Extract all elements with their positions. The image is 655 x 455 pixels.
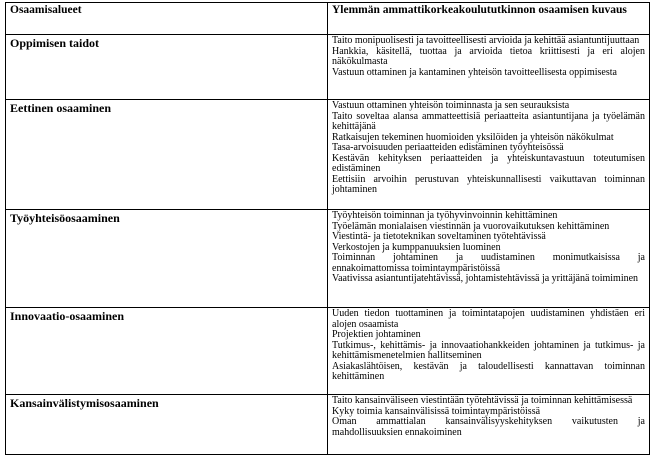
table-row — [6, 210, 650, 308]
description-cell — [328, 395, 650, 455]
table-row — [6, 35, 650, 100]
table-row — [6, 308, 650, 395]
competence-area-cell: Eettinen osaaminen — [6, 100, 328, 210]
description-item: Työelämän monialaisen viestinnän ja vuorovaikutuksen kehittäminen — [332, 220, 610, 232]
description-item: Kyky toimia kansainvälisissä toimintaympäristöissä — [332, 405, 541, 417]
description-item: Eettisiin arvoihin perustuvan yhteiskunnallisesti vaikuttavan toiminnan johtaminen — [332, 173, 645, 195]
table-row — [6, 100, 650, 210]
description-item: Ratkaisujen tekeminen huomioiden yksilöiden ja yhteisön näkökulmat — [332, 131, 614, 143]
description-item: Tasa-arvoisuuden periaatteiden edistäminen työyhteisössä — [332, 142, 564, 153]
description-item: Taito soveltaa alansa ammatteettisiä periaatteita asiantuntijana ja työelämän kehittäjänä — [332, 110, 645, 132]
description-item: Työyhteisön toiminnan ja työhyvinvoinnin kehittäminen — [332, 210, 558, 221]
description-cell — [328, 100, 650, 210]
description-cell — [328, 308, 650, 395]
description-item: Tutkimus-, kehittämis- ja innovaatiohankkeiden johtaminen ja tutkimus- ja kehittämismenetelmien hallitseminen — [332, 339, 645, 361]
description-item: Projektien johtaminen — [332, 329, 421, 340]
description-item: Taito kansainväliseen viestintään työtehtävissä ja toiminnan kehittämisessä — [332, 395, 633, 406]
description-item: Verkostojen ja kumppanuuksien luominen — [332, 241, 501, 253]
description-item: Hankkia, käsitellä, tuottaa ja arvioida tietoa kriittisesti ja eri alojen näkökulmasta — [332, 45, 645, 67]
description-item: Vaativissa asiantuntijatehtävissä, johtamistehtävissä ja yrittäjänä toimiminen — [332, 273, 639, 284]
description-item: Toiminnan johtaminen ja uudistaminen monimutkaisissa ja ennakoimattomissa toimintaympäristöissä — [332, 252, 645, 274]
description-cell — [328, 35, 650, 100]
column-header-areas: Osaamisalueet — [6, 3, 328, 35]
description-item: Kestävän kehityksen periaatteiden ja yhteiskuntavastuun toteutumisen edistäminen — [332, 152, 645, 174]
competence-area-cell: Kansainvälistymisosaaminen — [6, 395, 328, 455]
table-header-row — [6, 3, 650, 35]
competence-table — [5, 2, 650, 455]
description-item: Vastuun ottaminen ja kantaminen yhteisön tavoitteellisesta oppimisesta — [332, 66, 617, 78]
description-item: Viestintä- ja tietoteknikan soveltaminen työtehtävissä — [332, 231, 546, 242]
competence-area-cell: Innovaatio-osaaminen — [6, 308, 328, 395]
table-row — [6, 395, 650, 455]
description-item: Vastuun ottaminen yhteisön toiminnasta ja sen seurauksista — [332, 100, 570, 111]
competence-area-cell: Oppimisen taidot — [6, 35, 328, 100]
competence-area-cell: Työyhteisöosaaminen — [6, 210, 328, 308]
description-item: Oman ammattialan kansainvälisyyskehityksen vaikutusten ja mahdollisuuksien ennakoiminen — [332, 416, 645, 438]
column-header-description: Ylemmän ammattikorkeakoulututkinnon osaamisen kuvaus — [328, 3, 650, 35]
description-item: Uuden tiedon tuottaminen ja toimintatapojen uudistaminen yhdistäen eri alojen osaamista — [332, 308, 645, 330]
description-item: Taito monipuolisesti ja tavoitteellisesti arvioida ja kehittää asiantuntijuuttaan — [332, 35, 640, 46]
description-item: Asiakaslähtöisen, kestävän ja taloudellisesti kannattavan toiminnan kehittäminen — [332, 360, 645, 382]
description-cell — [328, 210, 650, 308]
